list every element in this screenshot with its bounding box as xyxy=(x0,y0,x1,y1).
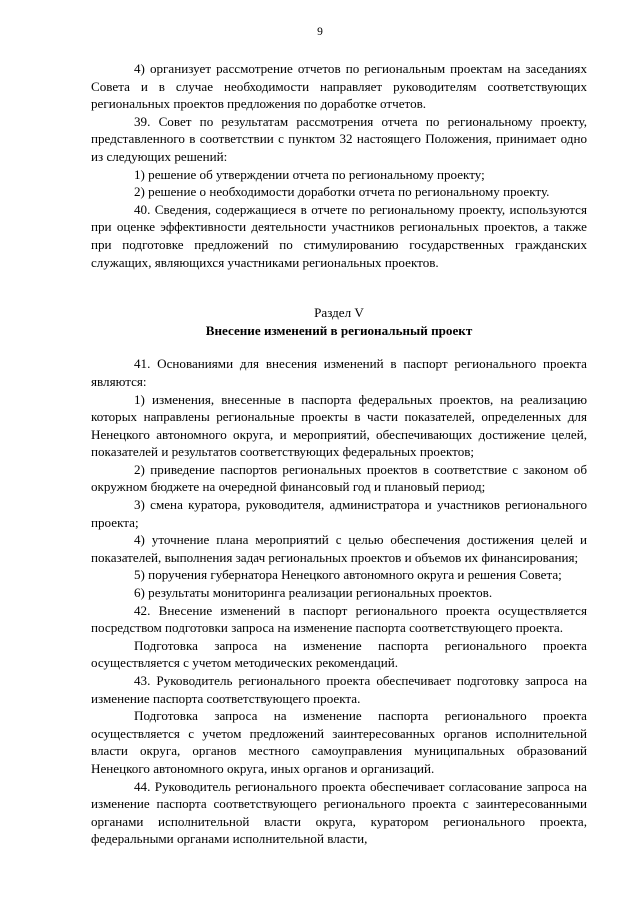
section-heading xyxy=(91,304,587,339)
paragraph: 6) результаты мониторинга реализации региональных проектов. xyxy=(134,585,493,601)
document-body xyxy=(91,60,587,848)
paragraph: 1) решение об утверждении отчета по региональному проекту; xyxy=(134,166,485,182)
paragraph: 4) организует рассмотрение отчетов по региональным проектам на заседаниях Совета и в случае необходимости направляет руководителям соответствующих региональных проектов предложения по доработке отчетов. xyxy=(91,61,587,112)
page-number: 9 xyxy=(317,26,323,38)
paragraph: 5) поручения губернатора Ненецкого автономного округа и решения Совета; xyxy=(134,567,562,583)
paragraph: 2) решение о необходимости доработки отчета по региональному проекту. xyxy=(134,184,550,200)
paragraph: 1) изменения, внесенные в паспорта федеральных проектов, на реализацию которых направлены региональные проекты в части показателей, определенных для Ненецкого автономного округа, и мероприятий, обеспечивающих достижение целей, показателей и результатов соответствующих федеральных проектов; xyxy=(91,391,587,460)
paragraph: 42. Внесение изменений в паспорт регионального проекта осуществляется посредством подготовки запроса на изменение паспорта соответствующего проекта. xyxy=(91,602,587,636)
paragraph: 41. Основаниями для внесения изменений в паспорт регионального проекта являются: xyxy=(91,356,587,389)
paragraph: 43. Руководитель регионального проекта обеспечивает подготовку запроса на изменение паспорта соответствующего проекта. xyxy=(91,673,587,706)
paragraph: Подготовка запроса на изменение паспорта регионального проекта осуществляется с учетом предложений заинтересованных органов исполнительной власти округа, органов местного самоуправления муниципальных образований Ненецкого автономного округа, иных органов и организаций. xyxy=(91,708,587,776)
paragraph: 3) смена куратора, руководителя, администратора и участников регионального проекта; xyxy=(91,497,587,530)
paragraph: 44. Руководитель регионального проекта обеспечивает согласование запроса на изменение паспорта соответствующего регионального проекта с заинтересованными органами исполнительной власти округа, куратором регионального проекта, федеральными органами исполнительной власти, xyxy=(91,778,587,847)
section-label: Раздел V xyxy=(314,305,364,321)
paragraph: Подготовка запроса на изменение паспорта регионального проекта осуществляется с учетом методических рекомендаций. xyxy=(91,637,587,671)
paragraph: 40. Сведения, содержащиеся в отчете по региональному проекту, используются при оценке эффективности деятельности участников региональных проектов, а также при подготовке предложений по стимулированию государственных гражданских служащих, являющихся участниками региональных проектов. xyxy=(91,201,587,270)
paragraph: 4) уточнение плана мероприятий с целью обеспечения достижения целей и показателей, выполнения задач региональных проектов и объемов их финансирования; xyxy=(91,532,587,565)
section-title: Внесение изменений в региональный проект xyxy=(205,322,473,338)
paragraph: 39. Совет по результатам рассмотрения отчета по региональному проекту, представленного в соответствии с пунктом 32 настоящего Положения, принимает одно из следующих решений: xyxy=(91,113,587,164)
paragraph: 2) приведение паспортов региональных проектов в соответствие с законом об окружном бюджете на очередной финансовый год и плановый период; xyxy=(91,461,587,495)
